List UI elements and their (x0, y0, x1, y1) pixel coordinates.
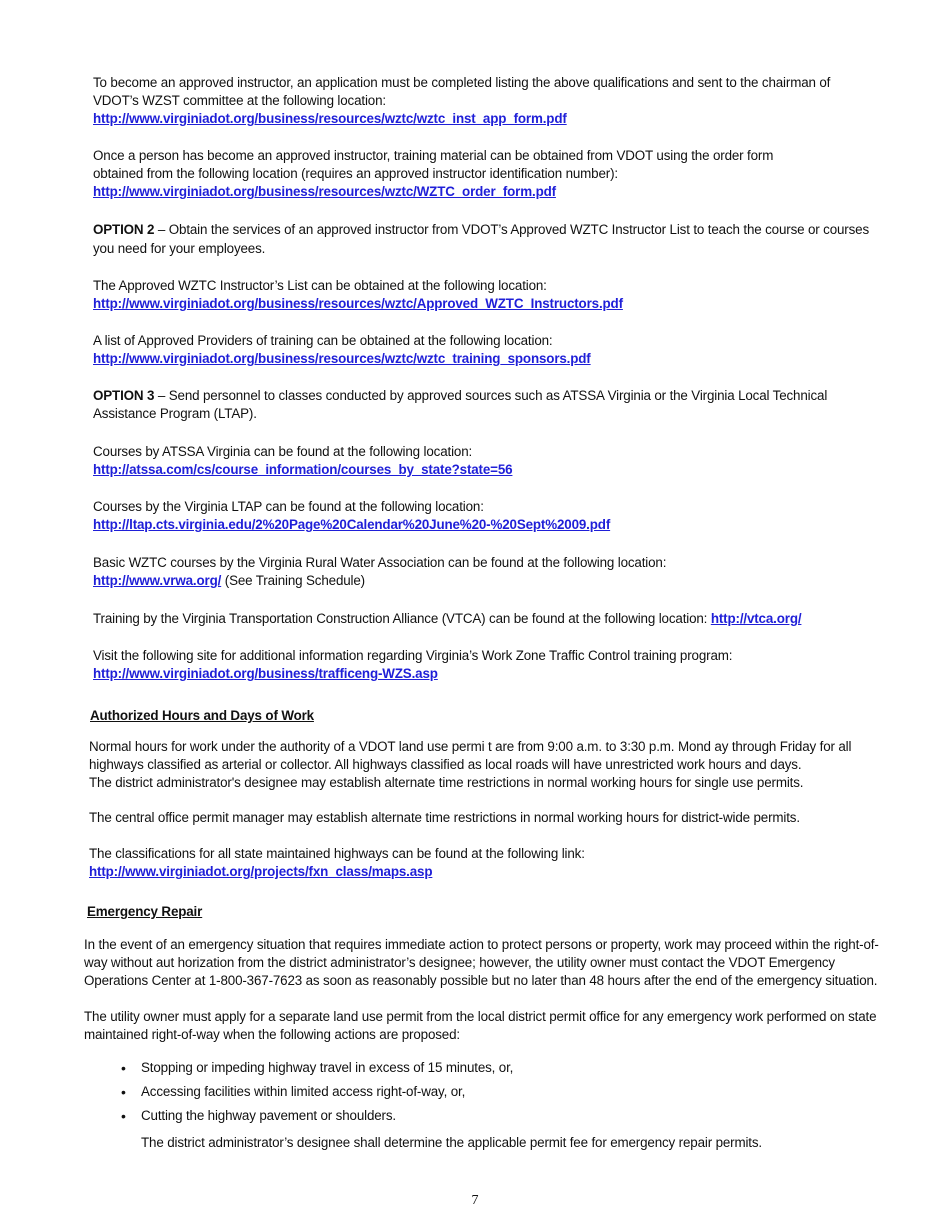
training-schedule-note: (See Training Schedule) (221, 573, 365, 588)
emergency-situation-paragraph (84, 936, 879, 990)
order-form-link[interactable]: http://www.virginiadot.org/business/resources/wztc/WZTC_order_form.pdf (93, 184, 556, 199)
list-item: • Accessing facilities within limited access right-of-way, or, (121, 1083, 513, 1107)
proposed-actions-list (121, 1059, 513, 1131)
text-line: VDOT’s WZST committee at the following location: (93, 93, 386, 108)
text-line: maintained right-of-way when the following actions are proposed: (84, 1027, 460, 1042)
vtca-paragraph (93, 610, 801, 628)
text-line: In the event of an emergency situation that requires immediate action to protect persons or property, work may proceed within the right-of- (84, 937, 879, 952)
approved-instructors-paragraph (93, 277, 623, 313)
central-office-paragraph (89, 809, 800, 827)
instructor-application-paragraph (93, 74, 830, 128)
text-line: Courses by the Virginia LTAP can be found at the following location: (93, 499, 484, 514)
text-line: Training by the Virginia Transportation Construction Alliance (VTCA) can be found at the following location: (93, 611, 711, 626)
permit-fee-paragraph (141, 1134, 762, 1152)
text-line: – Send personnel to classes conducted by approved sources such as ATSSA Virginia or the Virginia Local Technical (154, 388, 828, 403)
option-3-paragraph (93, 387, 827, 423)
text-line: The district administrator’s designee shall determine the applicable permit fee for emergency repair permits. (141, 1135, 762, 1150)
approved-providers-paragraph (93, 332, 591, 368)
atssa-courses-paragraph (93, 443, 512, 479)
page-number: 7 (471, 1193, 479, 1208)
text-line: Basic WZTC courses by the Virginia Rural Water Association can be found at the following location: (93, 555, 667, 570)
ltap-courses-paragraph (93, 498, 610, 534)
vrwa-courses-paragraph (93, 554, 666, 590)
approved-instructors-link[interactable]: http://www.virginiadot.org/business/resources/wztc/Approved_WZTC_Instructors.pdf (93, 296, 623, 311)
text-line: way without aut horization from the district administrator’s designee; however, the utility owner must contact the VDOT Emergency (84, 955, 835, 970)
text-line: Normal hours for work under the authority of a VDOT land use permi t are from 9:00 a.m. to 3:30 p.m. Mond ay through Friday for all (89, 739, 852, 754)
text-line: The utility owner must apply for a separate land use permit from the local district permit office for any emergency work performed on state (84, 1009, 877, 1024)
text-line: highways classified as arterial or collector. All highways classified as local roads will have unrestricted work hours and days. (89, 757, 802, 772)
text-line: you need for your employees. (93, 241, 266, 256)
list-item: • Stopping or impeding highway travel in excess of 15 minutes, or, (121, 1059, 513, 1083)
text-line: – Obtain the services of an approved instructor from VDOT’s Approved WZTC Instructor List to teach the course or courses (154, 222, 869, 237)
text-line: To become an approved instructor, an application must be completed listing the above qualifications and sent to the chairman of (93, 75, 831, 90)
text-line: Once a person has become an approved instructor, training material can be obtained from VDOT using the order form (93, 148, 774, 163)
authorized-hours-paragraph (89, 738, 851, 792)
authorized-hours-heading: Authorized Hours and Days of Work (90, 708, 314, 723)
emergency-repair-heading: Emergency Repair (87, 904, 203, 919)
text-line: The classifications for all state maintained highways can be found at the following link: (89, 846, 585, 861)
option-2-paragraph (93, 220, 869, 258)
text-line: The district administrator's designee may establish alternate time restrictions in normal working hours for single use permits. (89, 775, 804, 790)
vrwa-link[interactable]: http://www.vrwa.org/ (93, 573, 222, 588)
text-line: obtained from the following location (requires an approved instructor identification number): (93, 166, 618, 181)
text-line: Operations Center at 1-800-367-7623 as soon as reasonably possible but no later than 48 hours after the end of the emergency situation. (84, 973, 878, 988)
wztc-program-paragraph (93, 647, 732, 683)
text-line: Assistance Program (LTAP). (93, 406, 257, 421)
text-line: Courses by ATSSA Virginia can be found at the following location: (93, 444, 473, 459)
training-sponsors-link[interactable]: http://www.virginiadot.org/business/resources/wztc/wztc_training_sponsors.pdf (93, 351, 591, 366)
option-2-label: OPTION 2 (93, 222, 155, 237)
option-3-label: OPTION 3 (93, 388, 155, 403)
text-line: A list of Approved Providers of training can be obtained at the following location: (93, 333, 553, 348)
ltap-calendar-link[interactable]: http://ltap.cts.virginia.edu/2%20Page%20Calendar%20June%20-%20Sept%2009.pdf (93, 517, 611, 532)
list-item: • Cutting the highway pavement or shoulders. (121, 1107, 513, 1131)
vtca-link[interactable]: http://vtca.org/ (710, 611, 802, 626)
classifications-paragraph (89, 845, 585, 881)
atssa-courses-link[interactable]: http://atssa.com/cs/course_information/courses_by_state?state=56 (93, 462, 513, 477)
text-line: The central office permit manager may establish alternate time restrictions in normal working hours for district-wide permits. (89, 810, 800, 825)
inst-app-form-link[interactable]: http://www.virginiadot.org/business/resources/wztc/wztc_inst_app_form.pdf (93, 111, 567, 126)
separate-permit-paragraph (84, 1008, 876, 1044)
text-line: Visit the following site for additional information regarding Virginia’s Work Zone Traffic Control training program: (93, 648, 733, 663)
training-material-paragraph (93, 147, 773, 201)
text-line: The Approved WZTC Instructor’s List can be obtained at the following location: (93, 278, 547, 293)
trafficeng-wzs-link[interactable]: http://www.virginiadot.org/business/trafficeng-WZS.asp (93, 666, 438, 681)
fxn-class-maps-link[interactable]: http://www.virginiadot.org/projects/fxn_class/maps.asp (89, 864, 433, 879)
